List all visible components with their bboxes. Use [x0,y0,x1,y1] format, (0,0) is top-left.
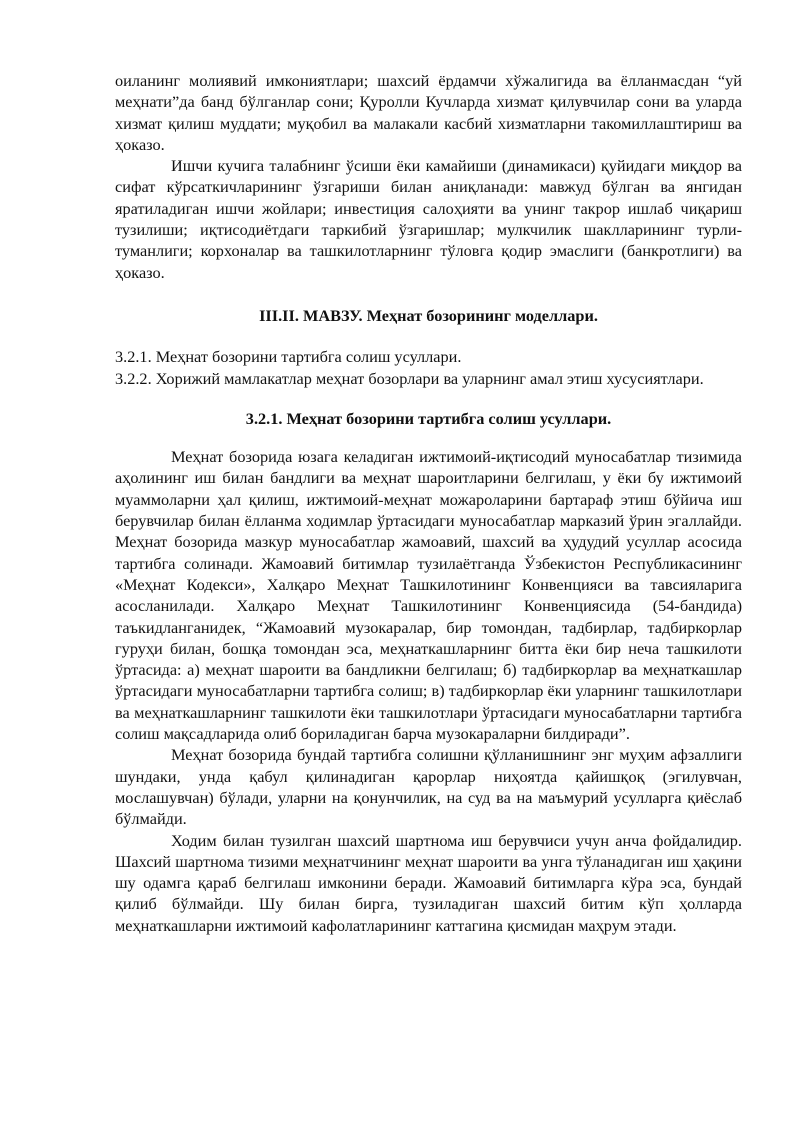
paragraph-labor-demand: Ишчи кучига талабнинг ўсиши ёки камайиши (динамикаси) қуйидаги миқдор ва сифат кўрсаткичларининг ўзгариши билан аниқланади: мавжуд бўлган ва янгидан яратиладиган ишчи жойлари; инвестиция салоҳияти ва унинг такрор ишлаб чиқариш тузилиши; иқтисодиётдаги таркибий ўзгаришлар; мулкчилик шаклларининг турли-туманлиги; корхоналар ва ташкилотларнинг тўловга қодир эмаслиги (банкротлиги) ва ҳоказо. [115,156,742,282]
section-heading: III.II. МАВЗУ. Меҳнат бозорининг моделлари. [259,305,598,325]
paragraph-individual-contract: Ходим билан тузилган шахсий шартнома иш берувчиси учун анча фойдалидир. Шахсий шартнома тизими меҳнатчининг меҳнат шароити ва унга тўланадиган иш ҳақини шу одамга қараб белгилаш имконини беради. Жамоавий битимларга кўра эса, бундай қилиб бўлмайди. Шу билан бирга, тузиладиган шахсий битим кўп ҳолларда меҳнаткашларни ижтимоий кафолатларининг каттагина қисмидан маҳрум этади. [115,830,742,935]
paragraph-social-relations: Меҳнат бозорида юзага келадиган ижтимоий-иқтисодий муносабатлар тизимида аҳолининг иш билан бандлиги ва меҳнат шароитларини белгилаш, у ёки бу ижтимоий муаммоларни ҳал қилиш, ижтимоий-меҳнат можароларини бартараф этиш бўйича иш берувчилар билан ёлланма ходимлар ўртасидаги муносабатлар марказий ўрин эгаллайди. Меҳнат бозорида мазкур муносабатлар жамоавий, шахсий ва ҳудудий усуллар асосида тартибга солинади. Жамоавий битимлар тузилаётганда Ўзбекистон Республикасининг «Меҳнат Кодекси», Халқаро Меҳнат Ташкилотининг Конвенцияси ва тавсияларига асосланилади. Халқаро Меҳнат Ташкилотининг Конвенциясида (54-бандида) таъкидланганидек, “Жамоавий музокаралар, бир томондан, тадбирлар, тадбиркорлар гуруҳи билан, бошқа томондан эса, меҳнаткашларнинг битта ёки бир неча ташкилоти ўртасида: а) меҳнат шароити ва бандликни белгилаш; б) тадбиркорлар ва меҳнаткашлар ўртасидаги муносабатларни тартибга солиш; в) тадбиркорлар ёки уларнинг ташкилотлари ва меҳнаткашларнинг ташкилоти ёки ташкилотлари ўртасидаги муносабатларни тартибга солиш мақсадларида олиб бориладиган барча музокараларни билдиради”. [115,447,742,744]
document-page [115,70,742,936]
toc-item-3-2-2: 3.2.2. Хорижий мамлакатлар меҳнат бозорлари ва уларнинг амал этиш хусусиятлари. [115,368,704,388]
paragraph-regulation-advantage: Меҳнат бозорида бундай тартибга солишни қўлланишнинг энг муҳим афзаллиги шундаки, унда қабул қилинадиган қарорлар ниҳоятда қайишқоқ (эгилувчан, мослашувчан) бўлади, уларни на қонунчилик, на суд ва на маъмурий усулларга қиёслаб бўлмайди. [115,745,742,829]
paragraph-continuation: оиланинг молиявий имкониятлари; шахсий ёрдамчи хўжалигида ва ёлланмасдан “уй меҳнати”да банд бўлганлар сони; Қуролли Кучларда хизмат қилувчилар сони ва уларда хизмат қилиш муддати; муқобил ва малакали касбий хизматларни такомиллаштириш ва ҳоказо. [115,71,742,154]
toc-item-3-2-1: 3.2.1. Меҳнат бозорини тартибга солиш усуллари. [115,347,462,367]
subsection-heading: 3.2.1. Меҳнат бозорини тартибга солиш усуллари. [245,408,612,428]
